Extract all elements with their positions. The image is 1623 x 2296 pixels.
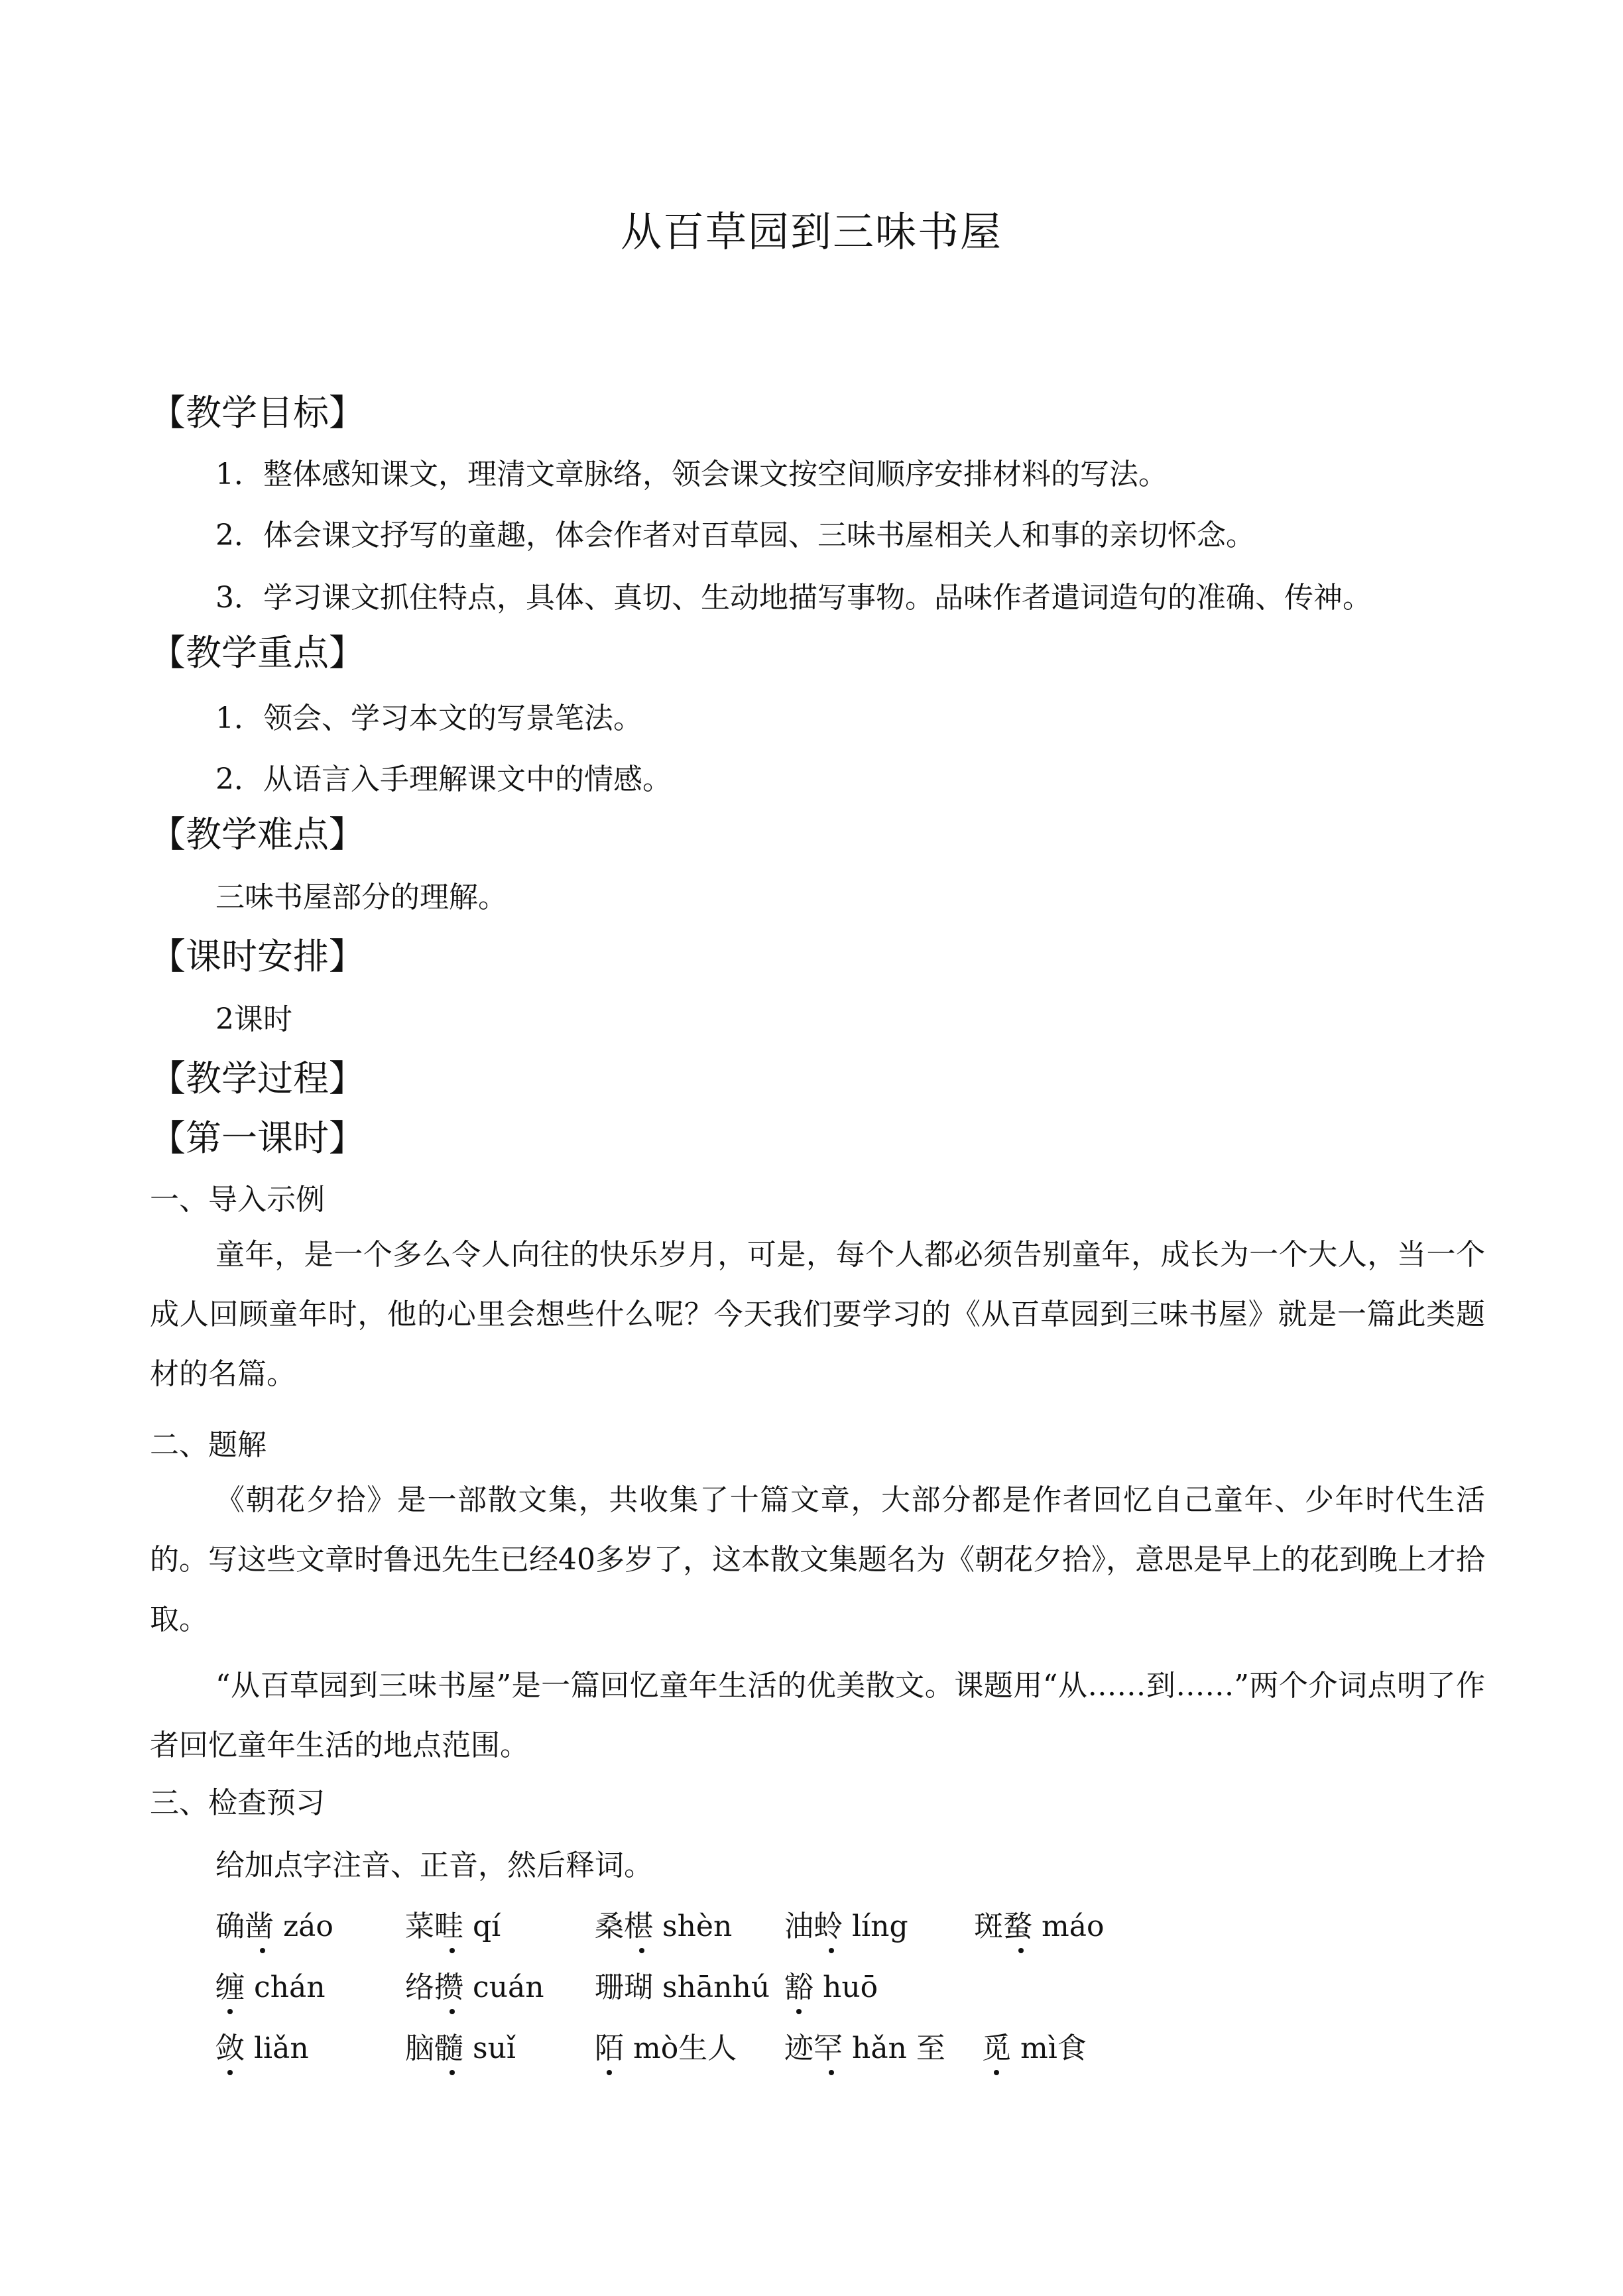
vocab-item: 脑髓 suǐ xyxy=(405,2031,516,2065)
objectives-heading: 【教学目标】 xyxy=(150,392,365,434)
objective-item-1: 1．整体感知课文，理清文章脉络，领会课文按空间顺序安排材料的写法。 xyxy=(215,457,1168,491)
emphasis-dot xyxy=(260,1948,265,1953)
key-point-item-2: 2．从语言入手理解课文中的情感。 xyxy=(215,762,672,796)
vocab-item: 斑蝥 máo xyxy=(974,1909,1105,1943)
vocab-item: 缠 chán xyxy=(215,1970,326,2004)
emphasis-dot xyxy=(450,2070,455,2075)
vocab-item: 络攒 cuán xyxy=(405,1970,544,2004)
key-point-item-1: 1．领会、学习本文的写景笔法。 xyxy=(215,701,642,735)
emphasis-dot xyxy=(450,2009,455,2014)
emphasis-dot xyxy=(450,1948,455,1953)
document-title: 从百草园到三味书屋 xyxy=(620,208,1002,256)
vocab-item: 桑椹 shèn xyxy=(595,1909,733,1943)
vocab-item: 菜畦 qí xyxy=(405,1909,501,1943)
emphasis-dot xyxy=(639,1948,644,1953)
difficulties-text: 三味书屋部分的理解。 xyxy=(215,880,507,914)
emphasis-dot xyxy=(227,2070,233,2075)
vocab-item: 迹罕 hǎn 至 xyxy=(784,2031,945,2065)
preview-instruction: 给加点字注音、正音，然后释词。 xyxy=(215,1848,653,1882)
emphasis-dot xyxy=(829,2070,834,2075)
vocab-item: 敛 liǎn xyxy=(215,2031,309,2065)
lesson1-heading: 【第一课时】 xyxy=(150,1117,365,1159)
vocab-row xyxy=(215,2029,1210,2075)
vocab-row xyxy=(215,1968,1210,2014)
vocab-item: 觅 mì食 xyxy=(982,2031,1087,2065)
title-explain-paragraph-2: “从百草园到三味书屋”是一篇回忆童年生活的优美散文。课题用“从……到……”两个介词点明了作者回忆童年生活的地点范围。 xyxy=(150,1669,1485,1762)
emphasis-dot xyxy=(796,2009,802,2014)
key-points-heading: 【教学重点】 xyxy=(150,632,365,674)
emphasis-dot xyxy=(227,2009,233,2014)
schedule-text: 2课时 xyxy=(215,1002,292,1036)
vocab-row xyxy=(215,1907,1210,1953)
intro-paragraph: 童年，是一个多么令人向往的快乐岁月，可是，每个人都必须告别童年，成长为一个大人，当一个成人回顾童年时，他的心里会想些什么呢？今天我们要学习的《从百草园到三味书屋》就是一篇此类题材的名篇。 xyxy=(150,1238,1485,1391)
vocab-item: 确凿 záo xyxy=(215,1909,333,1943)
title-explain-title: 二、题解 xyxy=(150,1428,267,1462)
difficulties-heading: 【教学难点】 xyxy=(150,814,365,855)
emphasis-dot xyxy=(994,2070,999,2075)
preview-title: 三、检查预习 xyxy=(150,1786,325,1820)
schedule-heading: 【课时安排】 xyxy=(150,936,365,977)
vocab-item: 豁 huō xyxy=(784,1970,878,2004)
emphasis-dot xyxy=(607,2070,612,2075)
objective-item-2: 2．体会课文抒写的童趣，体会作者对百草园、三味书屋相关人和事的亲切怀念。 xyxy=(215,518,1255,552)
process-heading: 【教学过程】 xyxy=(150,1057,365,1099)
emphasis-dot xyxy=(1018,1948,1024,1953)
emphasis-dot xyxy=(829,1948,834,1953)
vocab-item: 油蛉 líng xyxy=(784,1909,908,1943)
vocab-item: 陌 mò生人 xyxy=(595,2031,737,2065)
title-explain-paragraph-1: 《朝花夕拾》是一部散文集，共收集了十篇文章，大部分都是作者回忆自己童年、少年时代生活的。写这些文章时鲁迅先生已经40多岁了，这本散文集题名为《朝花夕拾》，意思是早上的花到晚上才拾取。 xyxy=(150,1483,1485,1636)
objective-item-3: 3．学习课文抓住特点，具体、真切、生动地描写事物。品味作者遣词造句的准确、传神。 xyxy=(215,581,1372,615)
intro-title: 一、导入示例 xyxy=(150,1183,325,1217)
vocab-item: 珊瑚 shānhú xyxy=(595,1970,770,2004)
